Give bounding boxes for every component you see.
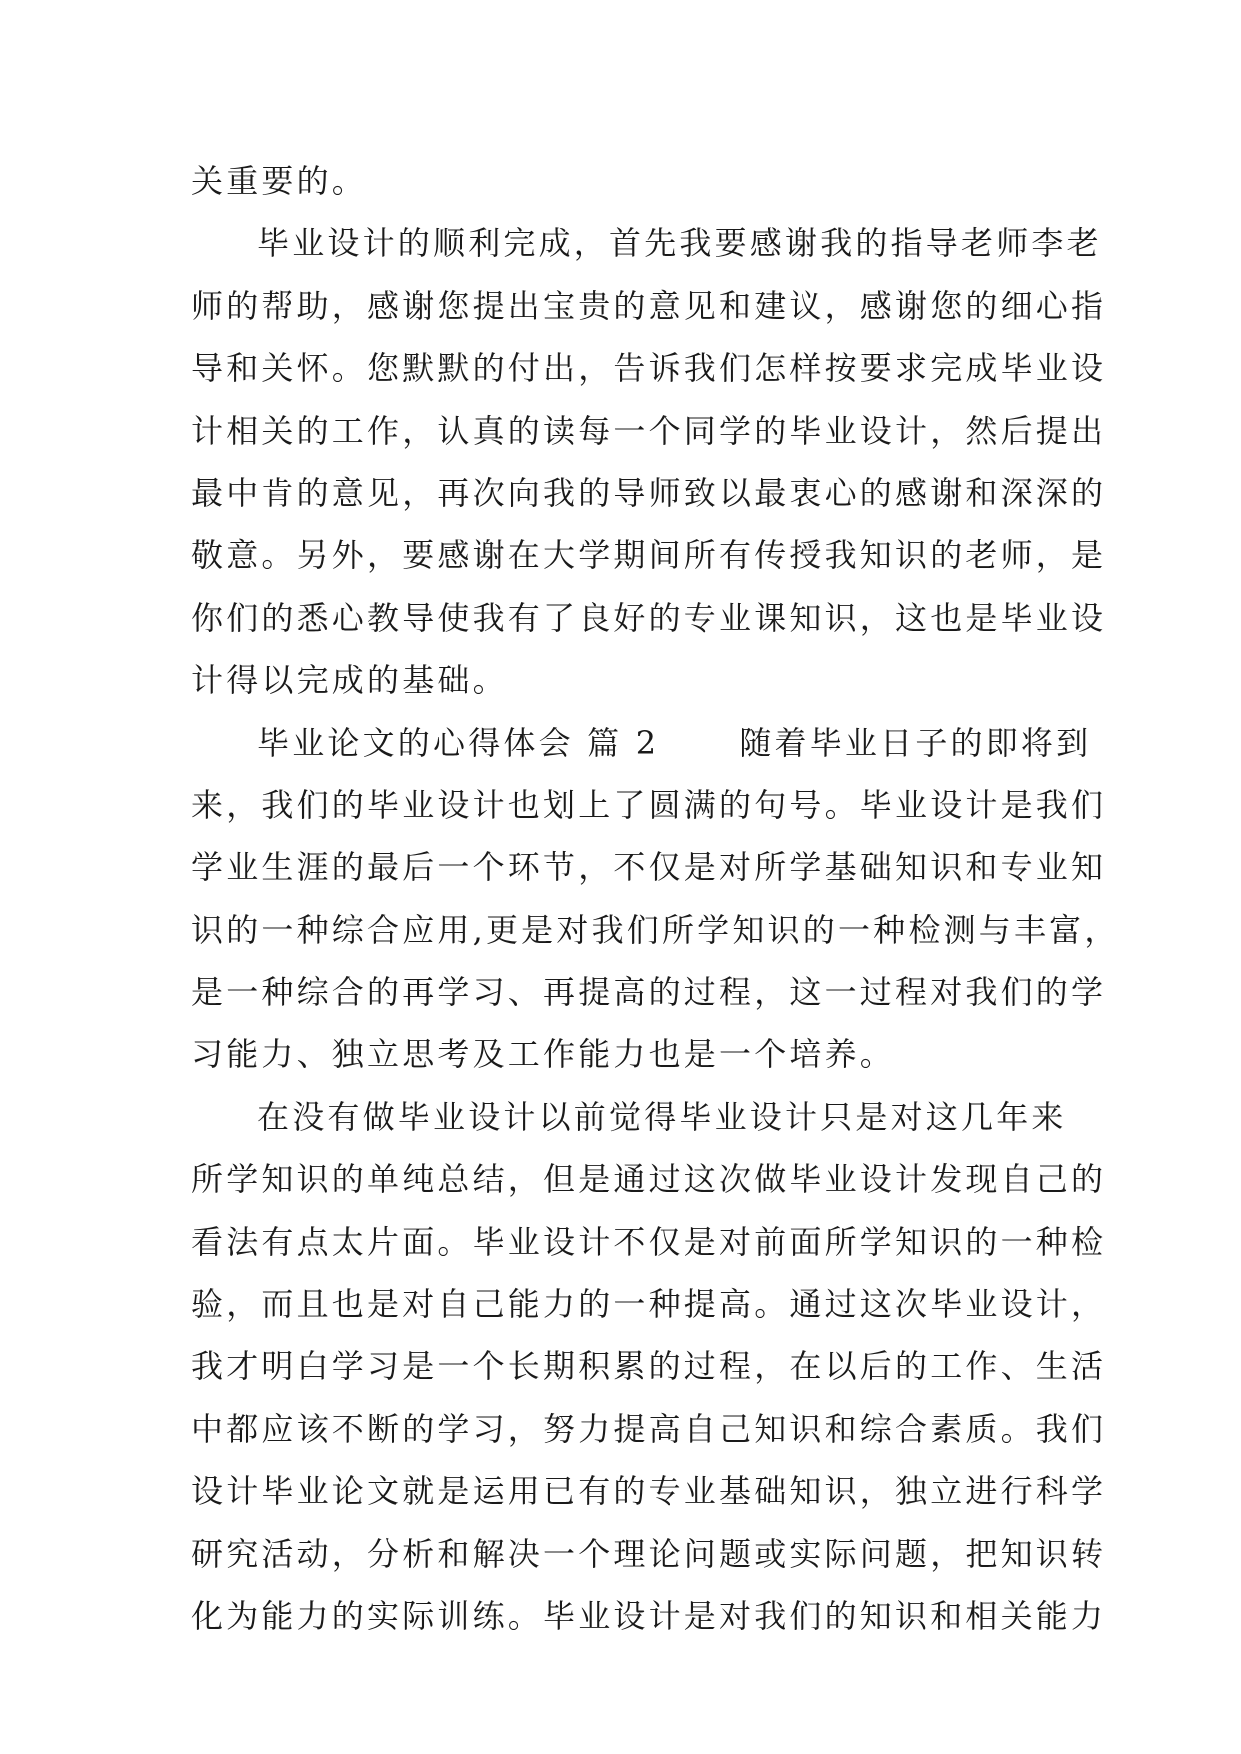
text-line: 是一种综合的再学习、再提高的过程，这一过程对我们的学 bbox=[191, 973, 1107, 1012]
text-line: 计得以完成的基础。 bbox=[191, 661, 508, 700]
text-line: 导和关怀。您默默的付出，告诉我们怎样按要求完成毕业设 bbox=[191, 349, 1107, 388]
document-body bbox=[191, 150, 1120, 1647]
text-line: 验，而且也是对自己能力的一种提高。通过这次毕业设计， bbox=[191, 1285, 1107, 1324]
text-line: 关重要的。 bbox=[191, 162, 368, 200]
section-first-text: 随着毕业日子的即将到 bbox=[739, 723, 1092, 762]
text-line: 你们的悉心教导使我有了良好的专业课知识，这也是毕业设 bbox=[191, 598, 1107, 637]
text-line: 设计毕业论文就是运用已有的专业基础知识，独立进行科学 bbox=[191, 1472, 1107, 1511]
text-line: 化为能力的实际训练。毕业设计是对我们的知识和相关能力 bbox=[191, 1596, 1107, 1635]
text-line: 所学知识的单纯总结，但是通过这次做毕业设计发现自己的 bbox=[191, 1160, 1107, 1199]
text-line: 来，我们的毕业设计也划上了圆满的句号。毕业设计是我们 bbox=[191, 785, 1107, 824]
text-line: 习能力、独立思考及工作能力也是一个培养。 bbox=[191, 1035, 896, 1074]
text-line: 最中肯的意见，再次向我的导师致以最衷心的感谢和深深的 bbox=[191, 473, 1107, 512]
text-line: 敬意。另外，要感谢在大学期间所有传授我知识的老师，是 bbox=[191, 536, 1107, 575]
paragraph-first-line: 在没有做毕业设计以前觉得毕业设计只是对这几年来 bbox=[257, 1097, 1067, 1136]
text-line: 中都应该不断的学习，努力提高自己知识和综合素质。我们 bbox=[191, 1409, 1107, 1448]
text-line: 我才明白学习是一个长期积累的过程，在以后的工作、生活 bbox=[191, 1347, 1107, 1386]
text-line: 识的一种综合应用,更是对我们所学知识的一种检测与丰富， bbox=[191, 910, 1120, 949]
text-line: 计相关的工作，认真的读每一个同学的毕业设计，然后提出 bbox=[191, 411, 1107, 450]
text-line: 研究活动，分析和解决一个理论问题或实际问题，把知识转 bbox=[191, 1534, 1107, 1573]
text-line: 学业生涯的最后一个环节，不仅是对所学基础知识和专业知 bbox=[191, 848, 1107, 887]
paragraph-first-line: 毕业设计的顺利完成，首先我要感谢我的指导老师李老 bbox=[257, 224, 1102, 263]
text-line: 看法有点太片面。毕业设计不仅是对前面所学知识的一种检 bbox=[191, 1222, 1107, 1261]
section-heading: 毕业论文的心得体会 篇 2 bbox=[257, 723, 660, 762]
text-line: 师的帮助，感谢您提出宝贵的意见和建议，感谢您的细心指 bbox=[191, 286, 1107, 325]
section-heading-line bbox=[191, 712, 1092, 774]
